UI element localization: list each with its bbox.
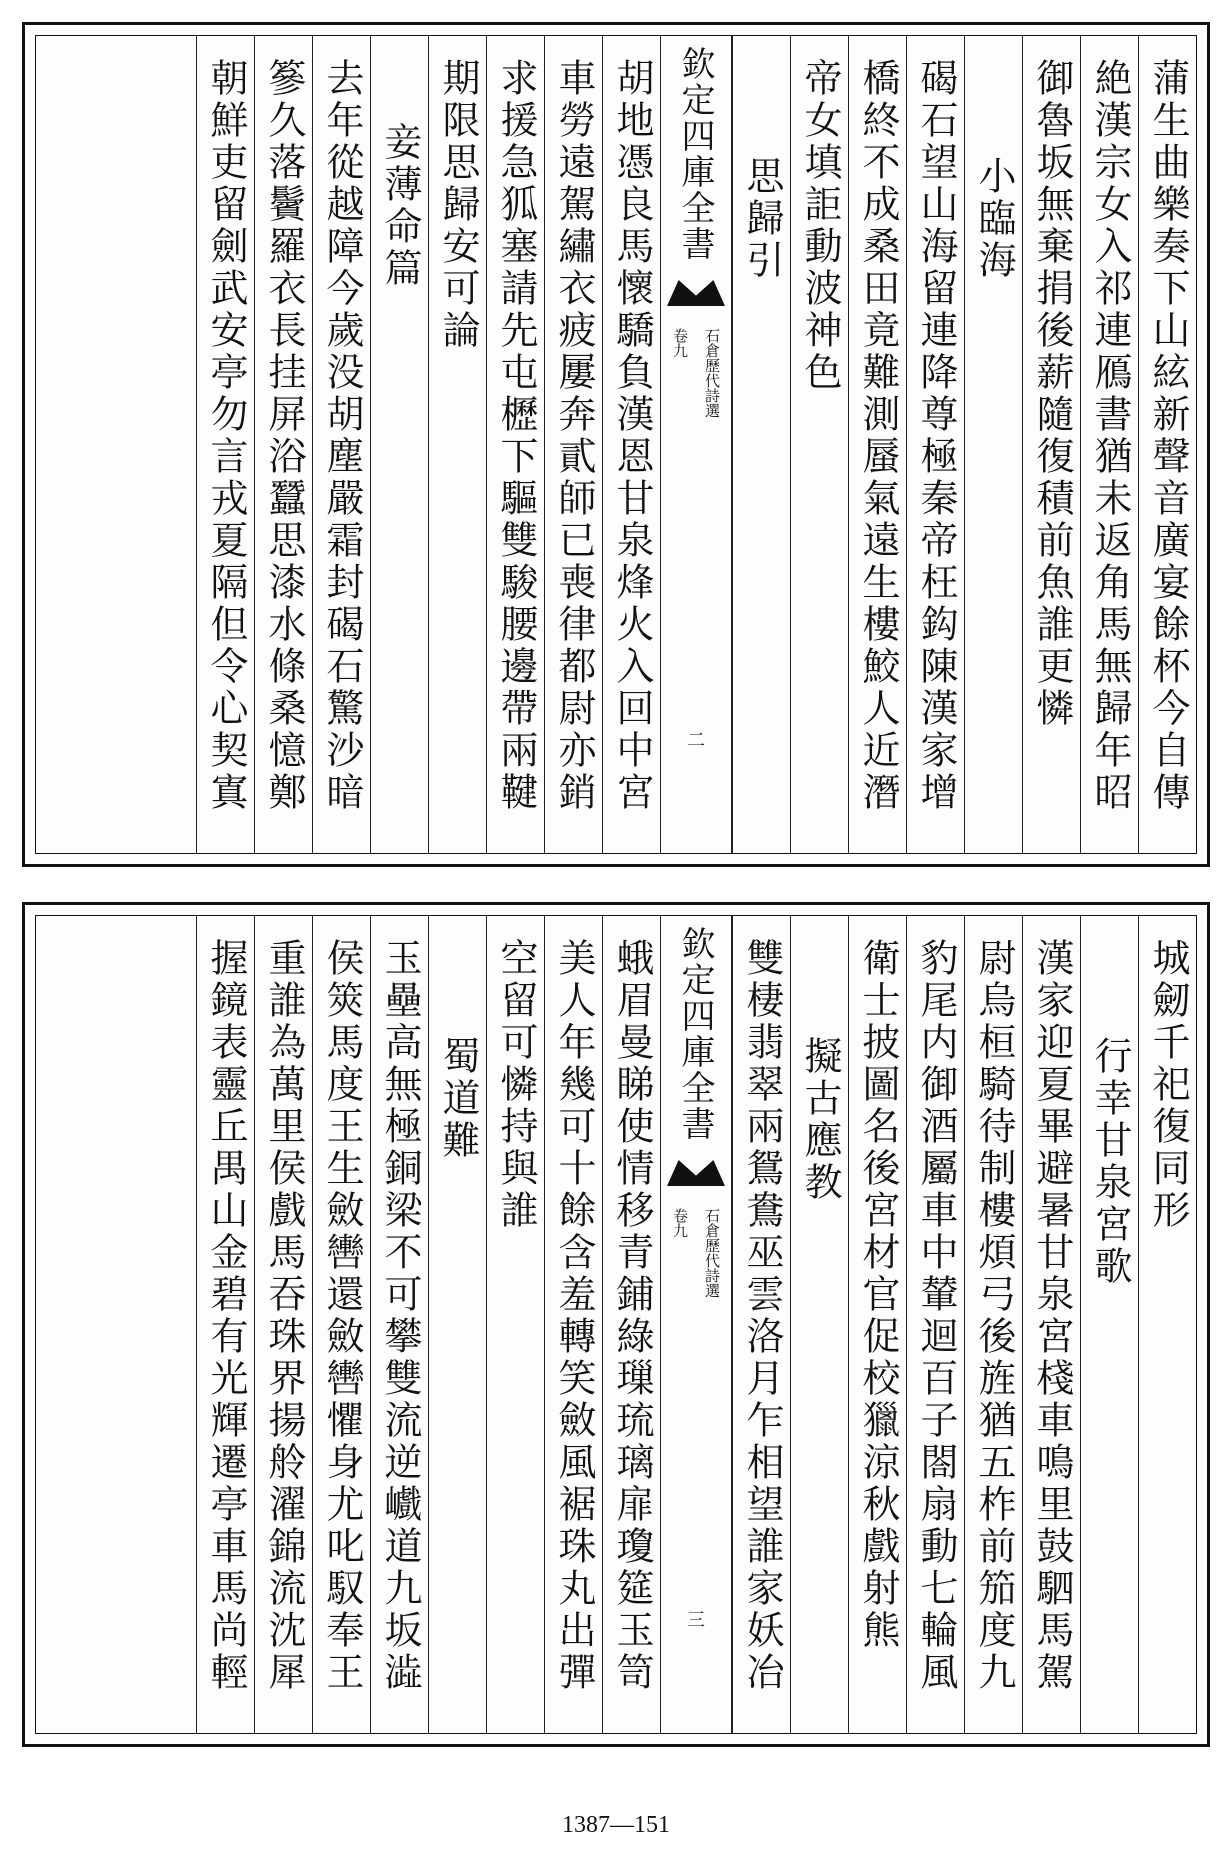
text-column — [790, 36, 848, 853]
volume-label: 卷九 — [671, 1208, 689, 1238]
poem-title-column — [732, 36, 790, 853]
text-line: 握鏡表靈丘禺山金碧有光輝遷亭車馬尚輕 — [204, 938, 248, 1694]
poem-title-column — [964, 36, 1022, 853]
text-column — [1080, 36, 1138, 853]
page-spine — [660, 36, 732, 853]
text-column — [732, 916, 790, 1733]
text-column — [1138, 36, 1196, 853]
text-column — [254, 916, 312, 1733]
page-number: 1387—151 — [562, 1812, 670, 1838]
text-line: 蛾眉曼睇使情移青鋪綠璅琉璃扉瓊筵玉笥 — [610, 938, 654, 1694]
book-title: 欽定四庫全書 — [675, 46, 715, 262]
text-column — [602, 916, 660, 1733]
text-line: 帝女填詎動波神色 — [798, 58, 842, 394]
text-line: 侯筴馬度王生斂轡還斂轡懼身尤叱馭奉王 — [320, 938, 364, 1694]
poem-title: 妾薄命篇 — [378, 122, 422, 290]
fish-tail-mark-icon — [667, 1160, 725, 1186]
text-column — [254, 36, 312, 853]
page-spine — [660, 916, 732, 1733]
text-column — [486, 36, 544, 853]
text-line: 美人年幾可十餘含羞轉笑斂風裾珠丸出彈 — [552, 938, 596, 1694]
text-column — [964, 916, 1022, 1733]
text-line: 朝鮮吏留劍武安亭勿言戎夏隔但令心契寘 — [204, 58, 248, 814]
text-line: 漢家迎夏畢避暑甘泉宮棧車鳴里鼓駟馬駕 — [1030, 938, 1074, 1694]
poem-title: 思歸引 — [740, 156, 784, 282]
text-column — [428, 36, 486, 853]
text-line: 期限思歸安可論 — [436, 58, 480, 352]
text-line: 篸久落鬢羅衣長挂屏浴蠶思漆水條桑憶鄭 — [262, 58, 306, 814]
text-column — [848, 916, 906, 1733]
text-column — [906, 36, 964, 853]
text-line: 求援急狐塞請先屯櫪下驅雙駿腰邊帶兩鞬 — [494, 58, 538, 814]
text-line: 去年從越障今歲没胡塵嚴霜封碣石驚沙暗 — [320, 58, 364, 814]
text-column — [1138, 916, 1196, 1733]
bottom-page-panel — [22, 902, 1210, 1747]
poem-title: 行幸甘泉宮歌 — [1088, 1036, 1132, 1288]
book-title: 欽定四庫全書 — [675, 926, 715, 1142]
text-column — [312, 916, 370, 1733]
text-column — [1022, 916, 1080, 1733]
volume-label: 卷九 — [671, 328, 689, 358]
leaf-number: 二 — [687, 730, 705, 751]
text-line: 城劒千祀復同形 — [1146, 938, 1190, 1232]
source-title: 石倉歷代詩選 — [703, 1208, 721, 1298]
text-line: 碣石望山海留連降尊極秦帝枉鈎陳漢家增 — [914, 58, 958, 814]
text-line: 車勞遠駕繡衣疲屢奔貳師已喪律都尉亦銷 — [552, 58, 596, 814]
poem-title: 蜀道難 — [436, 1036, 480, 1162]
fish-tail-mark-icon — [667, 280, 725, 306]
text-column — [848, 36, 906, 853]
leaf-number: 三 — [687, 1610, 705, 1631]
text-column — [196, 916, 254, 1733]
poem-title-column — [370, 36, 428, 853]
top-page-panel — [22, 22, 1210, 867]
text-line: 尉烏桓騎待制樓煩弓後旌猶五柞前笳度九 — [972, 938, 1016, 1694]
text-column — [486, 916, 544, 1733]
poem-title-column — [428, 916, 486, 1733]
text-line: 重誰為萬里侯戲馬吞珠界揚舲濯錦流沈犀 — [262, 938, 306, 1694]
text-line: 胡地憑良馬懷驕負漢恩甘泉烽火入回中宮 — [610, 58, 654, 814]
text-column — [906, 916, 964, 1733]
text-line: 衛士披圖名後宮材官促校獵涼秋戲射熊 — [856, 938, 900, 1652]
text-column — [196, 36, 254, 853]
poem-title: 小臨海 — [972, 156, 1016, 282]
text-column — [370, 916, 428, 1733]
text-line: 豹尾内御酒屬車中輦迴百子閤扇動七輪風 — [914, 938, 958, 1694]
top-page-frame — [35, 35, 1197, 854]
poem-title-column — [1080, 916, 1138, 1733]
text-line: 御魯坂無棄捐後薪隨復積前魚誰更憐 — [1030, 58, 1074, 730]
text-column — [602, 36, 660, 853]
text-column — [544, 36, 602, 853]
poem-title: 擬古應教 — [798, 1036, 842, 1204]
text-line: 玉壘高無極銅梁不可攀雙流逆巇道九坂澁 — [378, 938, 422, 1694]
text-line: 雙棲翡翠兩鴛鴦巫雲洛月乍相望誰家妖冶 — [740, 938, 784, 1694]
text-column — [312, 36, 370, 853]
text-line: 蒲生曲樂奏下山絃新聲音廣宴餘杯今自傳 — [1146, 58, 1190, 814]
source-title: 石倉歷代詩選 — [703, 328, 721, 418]
text-line: 絶漢宗女入祁連鴈書猶未返角馬無歸年昭 — [1088, 58, 1132, 814]
text-column — [544, 916, 602, 1733]
text-line: 空留可憐持與誰 — [494, 938, 538, 1232]
text-line: 橋終不成桑田竟難測蜃氣遠生樓鮫人近潛 — [856, 58, 900, 814]
poem-title-column — [790, 916, 848, 1733]
bottom-page-frame — [35, 915, 1197, 1734]
text-column — [1022, 36, 1080, 853]
